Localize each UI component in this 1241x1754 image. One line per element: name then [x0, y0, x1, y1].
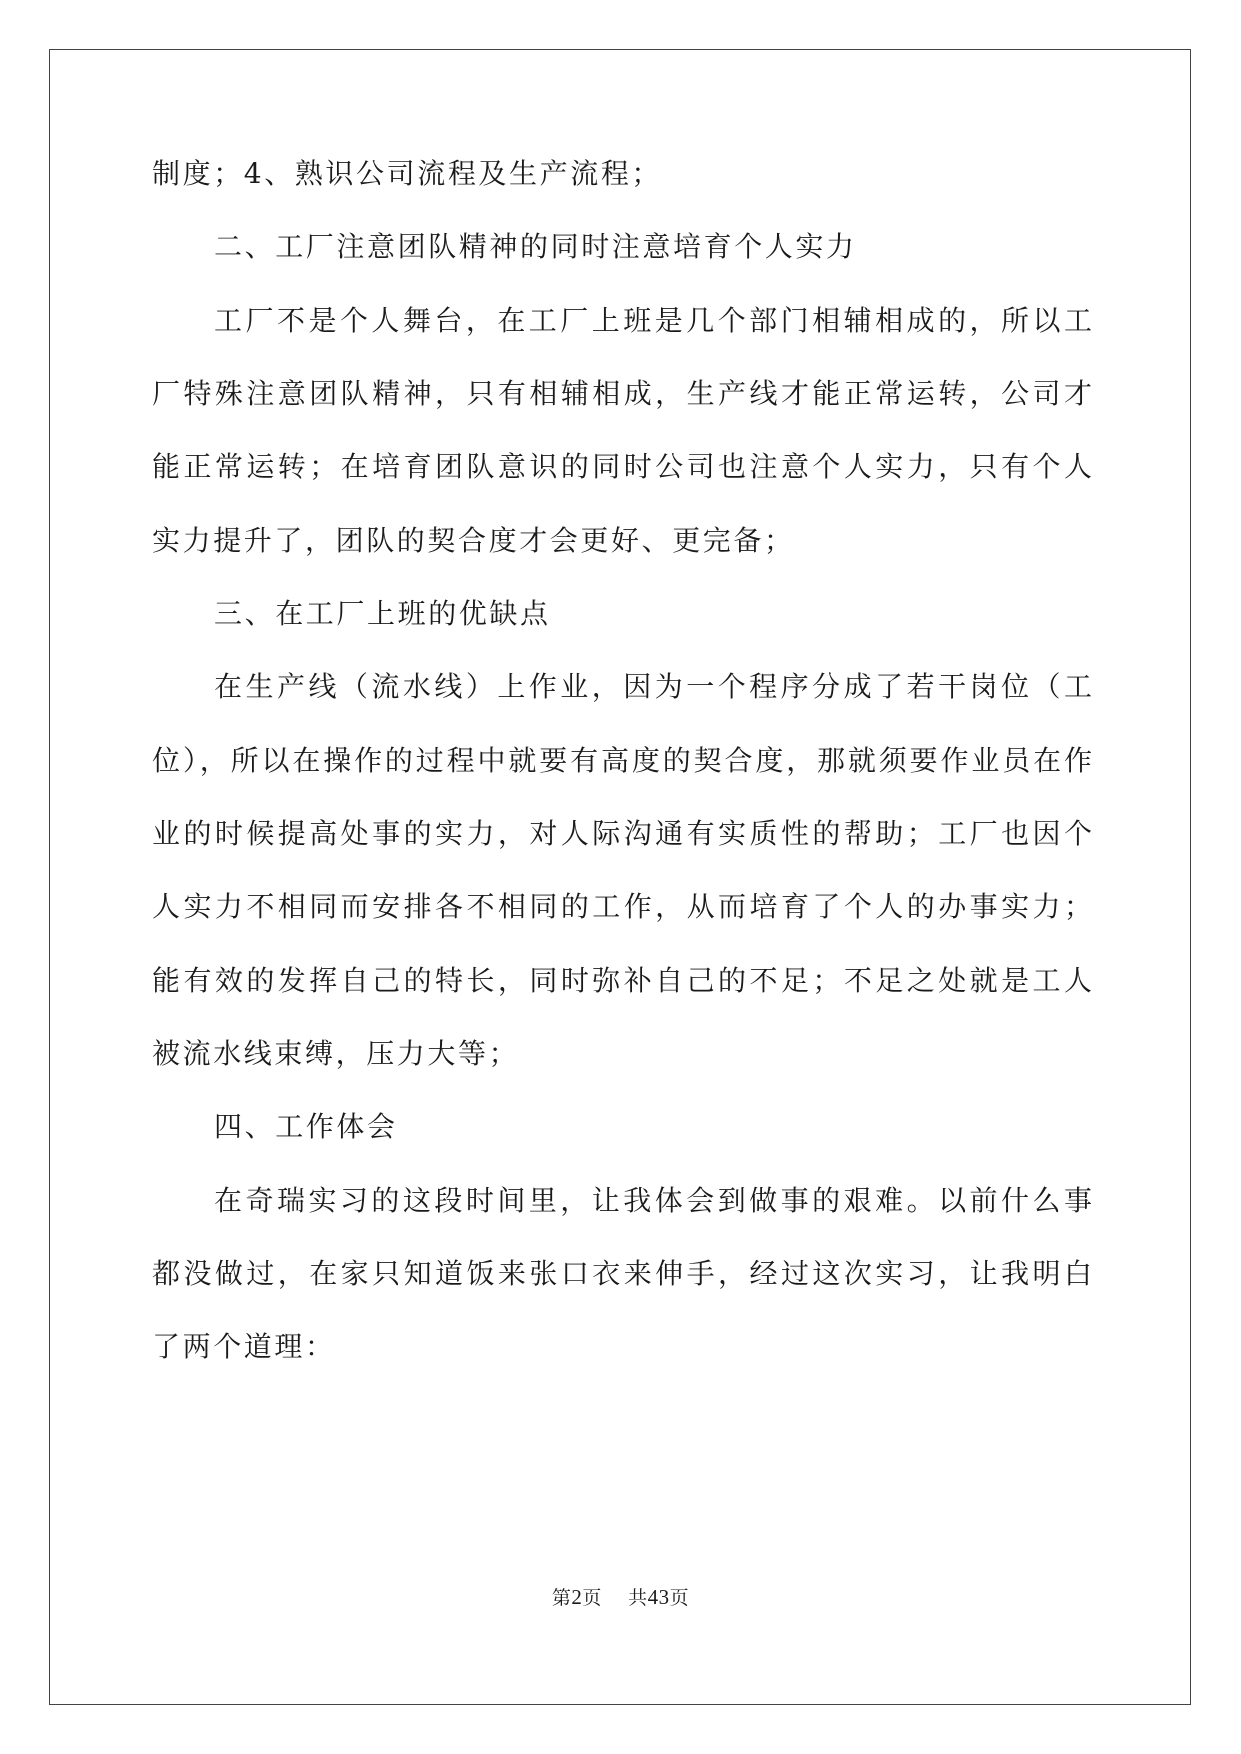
footer-prefix: 第	[551, 1587, 572, 1609]
text-line: 工厂不是个人舞台，在工厂上班是几个部门相辅相成的，所以工	[214, 304, 1092, 337]
footer-page-unit: 页	[582, 1587, 602, 1609]
text-line: 能正常运转；在培育团队意识的同时公司也注意个人实力，只有个人	[152, 450, 1092, 483]
text-line: 实力提升了，团队的契合度才会更好、更完备；	[152, 524, 795, 557]
text-line: 在生产线（流水线）上作业，因为一个程序分成了若干岗位（工	[214, 670, 1092, 703]
page-number: 2	[571, 1585, 583, 1609]
page-border	[49, 49, 1191, 1705]
text-line: 被流水线束缚，压力大等；	[152, 1037, 520, 1070]
footer-total-unit: 页	[669, 1587, 690, 1609]
section-heading: 二、工厂注意团队精神的同时注意培育个人实力	[214, 230, 857, 263]
footer-total-prefix: 共	[628, 1587, 648, 1609]
text-line: 位），所以在操作的过程中就要有高度的契合度，那就须要作业员在作	[152, 744, 1092, 777]
section-heading: 三、在工厂上班的优缺点	[214, 597, 551, 630]
text-line: 都没做过，在家只知道饭来张口衣来伸手，经过这次实习，让我明白	[152, 1257, 1092, 1290]
text-line: 业的时候提高处事的实力，对人际沟通有实质性的帮助；工厂也因个	[152, 817, 1092, 850]
text-line: 厂特殊注意团队精神，只有相辅相成，生产线才能正常运转，公司才	[152, 377, 1092, 410]
text-line: 能有效的发挥自己的特长，同时弥补自己的不足；不足之处就是工人	[152, 964, 1092, 997]
total-pages: 43	[647, 1585, 670, 1609]
text-line: 制度；4、熟识公司流程及生产流程；	[152, 157, 663, 190]
text-line: 人实力不相同而安排各不相同的工作，从而培育了个人的办事实力；	[152, 890, 1092, 923]
text-line: 了两个道理：	[152, 1330, 336, 1363]
text-line: 在奇瑞实习的这段时间里，让我体会到做事的艰难。以前什么事	[214, 1184, 1092, 1217]
page-footer	[0, 1585, 1241, 1610]
section-heading: 四、工作体会	[214, 1110, 398, 1143]
